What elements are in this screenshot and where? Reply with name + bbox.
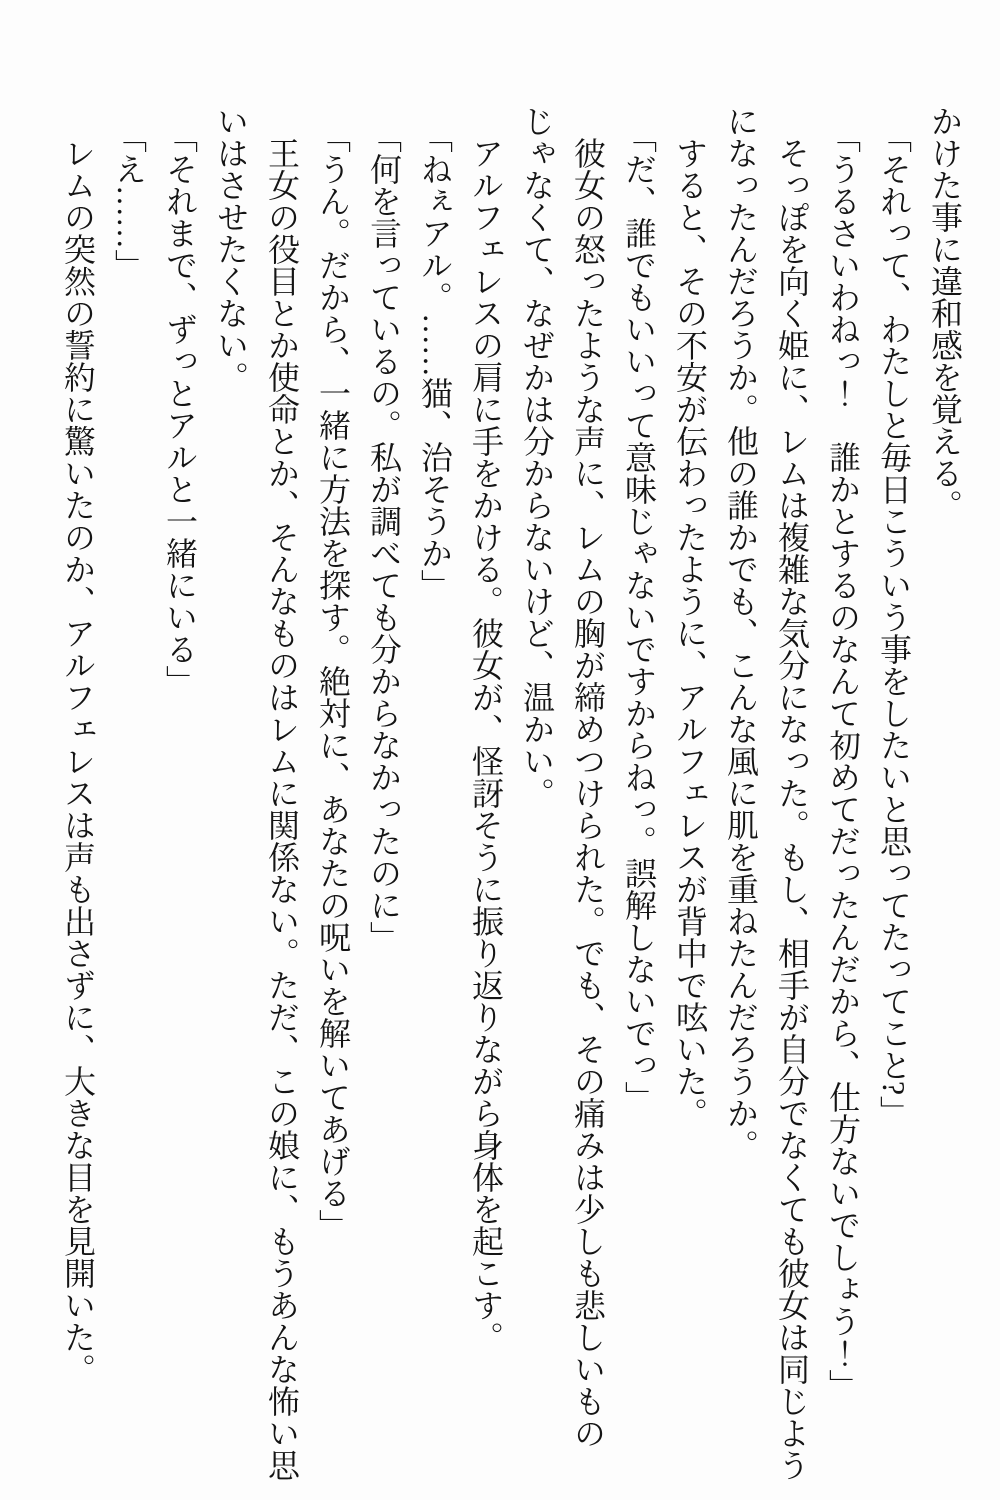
paragraph: 「何を言っているの。私が調べても分からなかったのに」 bbox=[366, 121, 402, 953]
paragraph: レムの突然の誓約に驚いたのか、アルフェレスは声も出さずに、大きな目を見開いた。 bbox=[60, 137, 96, 1385]
paragraph: すると、その不安が伝わったように、アルフェレスが背中で呟いた。 bbox=[672, 137, 708, 1129]
paragraph: 彼女の怒ったような声に、レムの胸が締めつけられた。でも、その痛みは少しも悲しいものじゃなくて、なぜかは分からないけど、温かい。 bbox=[519, 105, 606, 1449]
paragraph: アルフェレスの肩に手をかける。彼女が、怪訝そうに振り返りながら身体を起こす。 bbox=[468, 137, 504, 1353]
paragraph: 「うるさいわねっ！ 誰かとするのなんて初めてだったんだから、仕方ないでしょう！」 bbox=[825, 121, 861, 1401]
paragraph: 「それまで、ずっとアルと一緒にいる」 bbox=[162, 121, 198, 697]
paragraph: かけた事に違和感を覚える。 bbox=[927, 105, 963, 521]
paragraph: 王女の役目とか使命とか、そんなものはレムに関係ない。ただ、この娘に、もうあんな怖い思いはさせたくない。 bbox=[213, 105, 300, 1481]
paragraph: 「え……」 bbox=[111, 121, 147, 281]
novel-text-block bbox=[52, 105, 970, 1485]
paragraph: 「それって、わたしと毎日こういう事をしたいと思ってたってこと?」 bbox=[876, 121, 912, 1128]
paragraph: そっぽを向く姫に、レムは複雑な気分になった。もし、相手が自分でなくても彼女は同じようになったんだろうか。他の誰かでも、こんな風に肌を重ねたんだろうか。 bbox=[723, 105, 810, 1481]
paragraph: 「だ、誰でもいいって意味じゃないですからねっ。誤解しないでっ」 bbox=[621, 121, 657, 1113]
paragraph: 「うん。だから、一緒に方法を探す。絶対に、あなたの呪いを解いてあげる」 bbox=[315, 121, 351, 1241]
paragraph: 「ねぇアル。……猫、治そうか」 bbox=[417, 121, 453, 601]
